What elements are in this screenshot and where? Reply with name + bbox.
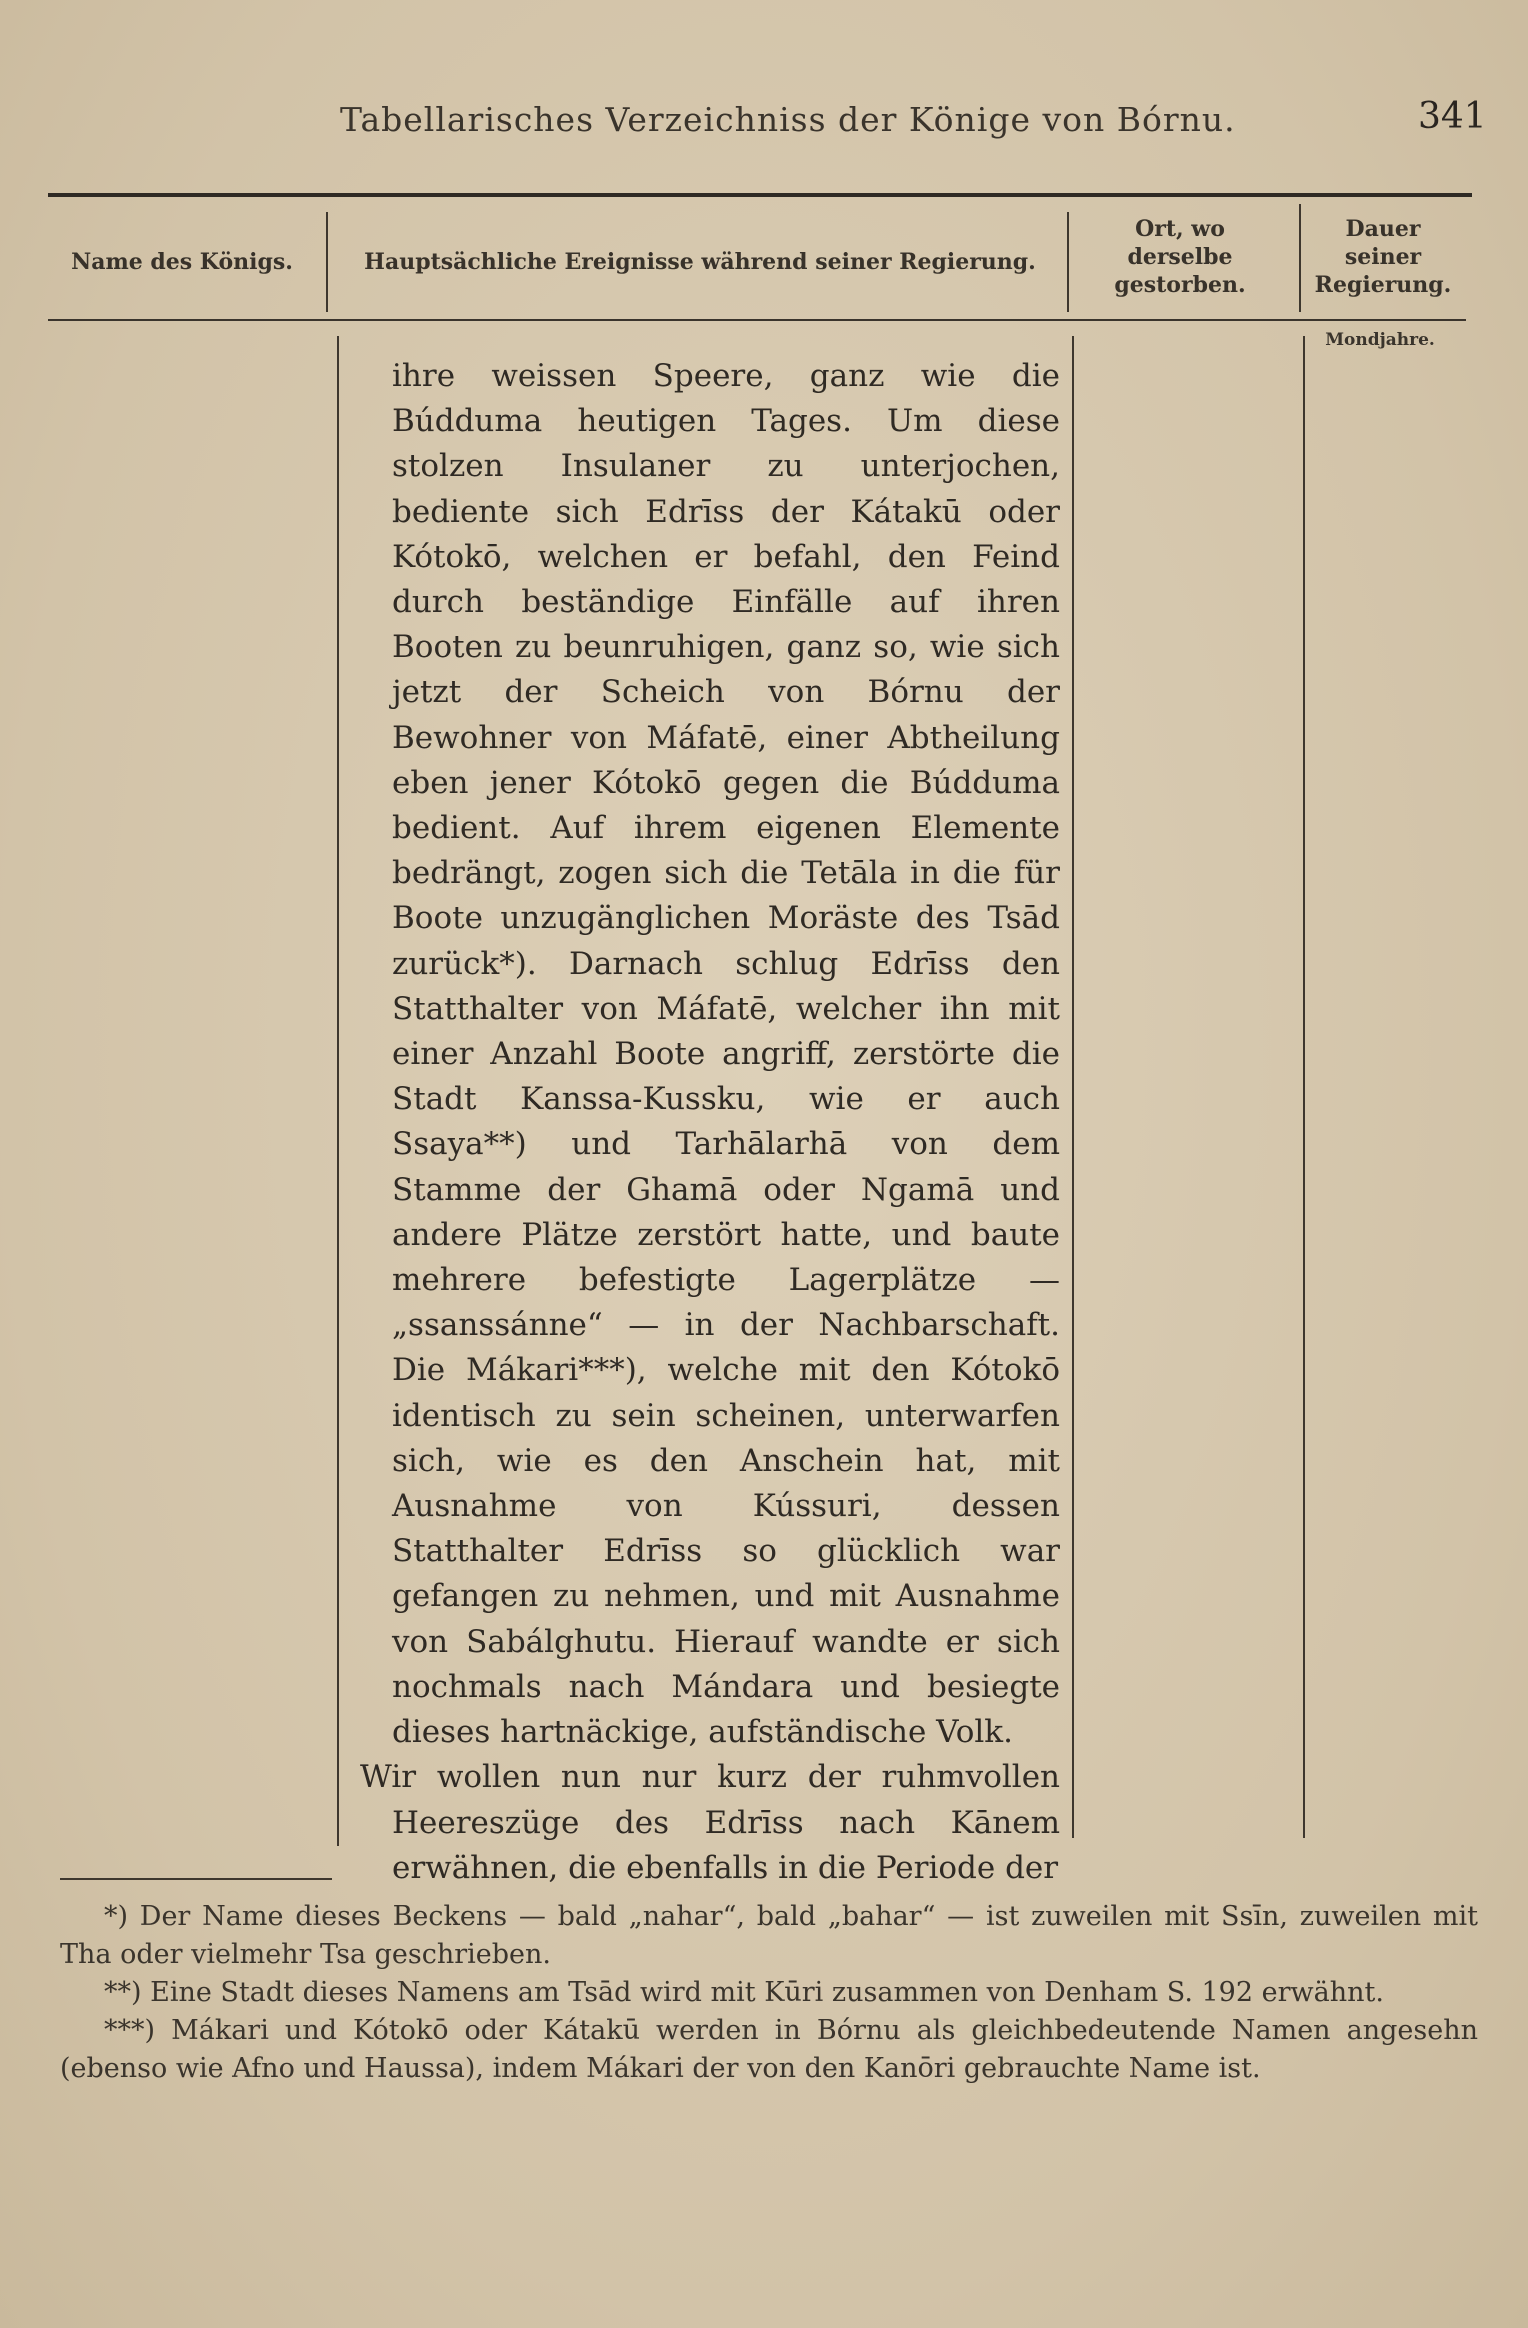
body-divider-1 bbox=[337, 336, 339, 1846]
footnote-3: ***) Mákari und Kótokō oder Kátakū werden in Bórnu als gleichbedeutende Namen angesehn (ebenso wie Afno und Haussa), indem Mákari der von den Kanōri gebrauchte Name ist. bbox=[60, 2015, 1478, 2084]
header-divider-3 bbox=[1299, 204, 1301, 312]
header-divider-2 bbox=[1067, 212, 1069, 312]
column-header-place: Ort, wo derselbe gestorben. bbox=[1114, 216, 1246, 298]
events-paragraph-1: ihre weissen Speere, ganz wie die Búdduma heutigen Tages. Um diese stolzen Insulaner zu unterjochen, bediente sich Edrīss der Kátakū oder Kótokō, welchen er befahl, den Feind durch beständige Einfälle auf ihren Booten zu beunruhigen, ganz so, wie sich jetzt der Scheich von Bórnu der Bewohner von Máfatē, einer Abtheilung eben jener Kótokō gegen die Búdduma bedient. Auf ihrem eigenen Elemente bedrängt, zogen sich die Tetāla in die für Boote unzugänglichen Moräste des Tsād zurück*). Darnach schlug Edrīss den Statthalter von Máfatē, welcher ihn mit einer Anzahl Boote angriff, zerstörte die Stadt Kanssa-Kussku, wie er auch Ssaya**) und Tarhālarhā von dem Stamme der Ghamā oder Ngamā und andere Plätze zerstört hatte, und baute mehrere befestigte Lagerplätze — „ssanssánne“ — in der Nachbarschaft. Die Mákari***), welche mit den Kótokō identisch zu sein scheinen, unterwarfen sich, wie es den Anschein hat, mit Ausnahme von Kússuri, dessen Statthalter Edrīss so glücklich war gefangen zu nehmen, und mit Ausnahme von Sabálghutu. Hierauf wandte er sich nochmals nach Mándara und besiegte dieses hartnäckige, aufständische Volk. bbox=[392, 358, 1060, 1751]
header-divider-1 bbox=[326, 212, 328, 312]
footnote-1: *) Der Name dieses Beckens — bald „nahar“, bald „bahar“ — ist zuweilen mit Ssīn, zuweilen mit Tha oder vielmehr Tsa geschrieben. bbox=[60, 1901, 1478, 1970]
running-head: Tabellarisches Verzeichniss der Könige von Bórnu. bbox=[340, 100, 1236, 139]
column-header-events: Hauptsächliche Ereignisse während seiner Regierung. bbox=[364, 249, 1036, 275]
body-divider-3 bbox=[1303, 336, 1305, 1838]
body-divider-2 bbox=[1072, 336, 1074, 1838]
table-top-rule bbox=[48, 193, 1472, 197]
footnote-2: **) Eine Stadt dieses Namens am Tsād wird mit Kūri zusammen von Denham S. 192 erwähnt. bbox=[104, 1977, 1384, 2008]
column-header-name: Name des Königs. bbox=[71, 249, 293, 275]
duration-unit-label: Mondjahre. bbox=[1325, 330, 1435, 350]
table-header-bottom-rule bbox=[48, 319, 1466, 321]
page-number: 341 bbox=[1418, 96, 1487, 137]
footnotes bbox=[60, 1898, 1478, 2088]
footnote-rule bbox=[60, 1878, 332, 1880]
events-text bbox=[360, 354, 1060, 1891]
column-header-duration: Dauer seiner Regierung. bbox=[1314, 216, 1452, 298]
events-paragraph-2: Wir wollen nun nur kurz der ruhmvollen Heereszüge des Edrīss nach Kānem erwähnen, die ebenfalls in die Periode der bbox=[360, 1759, 1060, 1886]
